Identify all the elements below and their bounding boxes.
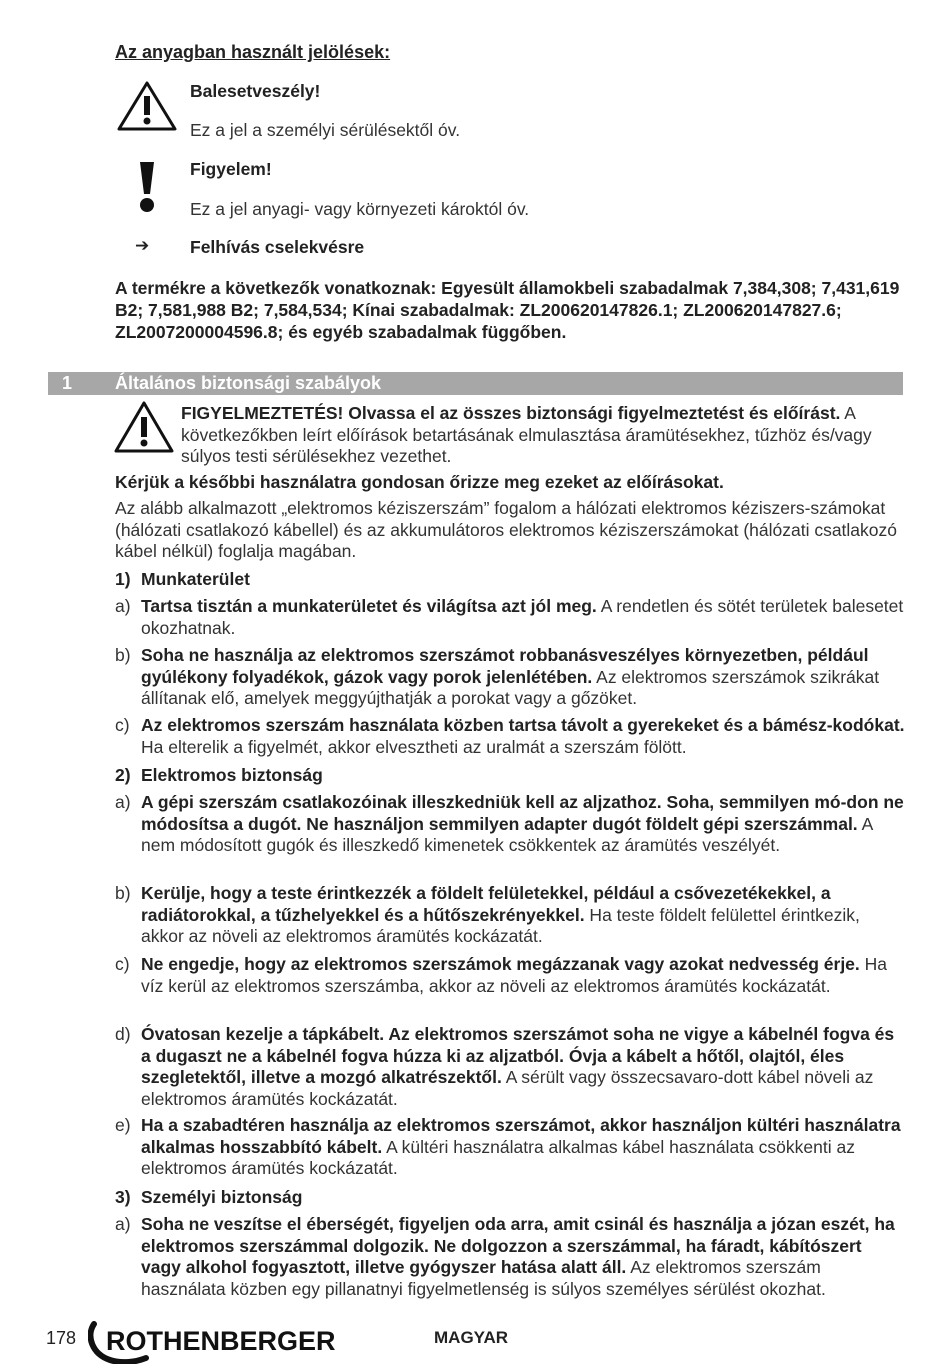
exclamation-icon [137, 160, 157, 214]
subsection-heading [115, 1187, 302, 1208]
item-letter: c) [115, 715, 130, 735]
action-title: Felhívás cselekvésre [190, 237, 365, 257]
item-bold: Ne engedje, hogy az elektromos szerszámok megázzanak vagy azokat nedvesség érje. [141, 954, 860, 974]
danger-title: Balesetveszély! [190, 81, 321, 101]
brand-name: ROTHENBERGER [106, 1326, 336, 1356]
danger-triangle-icon [116, 80, 178, 132]
language-label: MAGYAR [434, 1328, 508, 1347]
list-item [115, 1214, 905, 1300]
item-text: Ha elterelik a figyelmét, akkor elvesztheti az uralmát a szerszám fölött. [141, 736, 687, 757]
item-text: Az elektromos szerszám használata közben egy pillanatnyi figyelmetlenség is súlyos személyes sérülést okozhat. [141, 1257, 826, 1299]
warning-text: A következőkben leírt előírások betartásának elmulasztása áramütésekhez, tűzhöz és/vagy súlyos testi sérülésekhez vezethet. [181, 403, 872, 466]
item-letter: b) [115, 883, 131, 903]
item-text: Ha víz kerül az elektromos szerszámba, akkor az növeli az elektromos áramütés kockázatát. [141, 954, 888, 996]
list-item [115, 715, 905, 758]
subsection-number: 1) [115, 569, 131, 589]
subsection-heading [115, 569, 250, 590]
item-text: A nem módosított gugók és illeszkedő kimenetek csökkentek az áramütés veszélyét. [141, 813, 873, 855]
item-bold: Óvatosan kezelje a tápkábelt. Az elektromos szerszámot soha ne vigye a kábelnél fogva és a dugaszt ne a kábelnél fogva húzza ki az aljzatból. Óvja a kábelt a hőtől, olajtól, éles szegletektől, illetve a mozgó alkatrészektől. [141, 1024, 895, 1087]
list-item [115, 954, 905, 997]
item-letter: c) [115, 954, 130, 974]
arrow-icon: ➔ [135, 236, 150, 255]
danger-text: Ez a jel a személyi sérülésektől óv. [190, 120, 461, 140]
section-title: Általános biztonsági szabályok [115, 373, 382, 393]
item-letter: a) [115, 1214, 131, 1234]
page-number: 178 [46, 1328, 77, 1348]
list-item [115, 596, 905, 639]
item-letter: a) [115, 596, 131, 616]
item-text: Az elektromos szerszámok szikrákat állítanak elő, amelyek meggyújthatják a porokat vagy a gőzöket. [141, 666, 880, 708]
patent-note: A termékre a következők vonatkoznak: Egyesült államokbeli szabadalmak 7,384,308; 7,431,619 B2; 7,581,988 B2; 7,584,534; Kínai szabadalmak: ZL200620147826.1; ZL200620147827.6; ZL2007200004596.8; és egyéb szabadalmak függőben. [115, 278, 900, 342]
warning-triangle-icon [113, 400, 175, 454]
warning-bold: FIGYELMEZTETÉS! Olvassa el az összes biztonsági figyelmeztetést és előírást. [181, 403, 841, 423]
list-item [115, 645, 905, 710]
legend-heading: Az anyagban használt jelölések: [115, 42, 391, 62]
intro-text: Az alább alkalmazott „elektromos kéziszerszám” fogalom a hálózati elektromos kéziszers-számokat (hálózati csatlakozó kábellel) és az akkumulátoros elektromos kéziszerszámokat (hálózati csatlakozó kábel nélkül) foglalja magában. [115, 498, 898, 561]
item-letter: b) [115, 645, 131, 665]
item-bold: Soha ne használja az elektromos szerszámot robbanásveszélyes környezetben, például gyúlékony folyadékok, gázok vagy porok jelenlétében. [141, 645, 869, 687]
subsection-title: Munkaterület [141, 569, 250, 589]
warning-block [181, 403, 901, 468]
item-text: A kültéri használatra alkalmas kábel használata csökkenti az elektromos áramütés kockázatát. [141, 1136, 855, 1178]
list-item [115, 1115, 905, 1180]
item-text: A rendetlen és sötét területek balesetet okozhatnak. [141, 596, 904, 638]
subsection-heading [115, 765, 323, 786]
item-bold: A gépi szerszám csatlakozóinak illeszkedniük kell az aljzathoz. Soha, semmilyen mó-don ne módosítsa a dugót. Ne használjon semmilyen adapter dugót földelt gépi szerszámmal. [141, 792, 904, 834]
attention-text: Ez a jel anyagi- vagy környezeti károktól óv. [190, 199, 530, 219]
section-number: 1 [62, 373, 73, 393]
subsection-number: 3) [115, 1187, 131, 1207]
item-letter: a) [115, 792, 131, 812]
item-bold: Ha a szabadtéren használja az elektromos szerszámot, akkor használjon kültéri használatra alkalmas hosszabbító kábelt. [141, 1115, 901, 1157]
item-bold: Tartsa tisztán a munkaterületet és világítsa azt jól meg. [141, 596, 597, 616]
subsection-title: Elektromos biztonság [141, 765, 323, 785]
item-bold: Soha ne veszítse el éberségét, figyeljen oda arra, amit csinál és használja a józan eszét, ha elektromos szerszámmal dolgozik. Ne dolgozzon a szerszámmal, ha fáradt, kábítószert vagy alkohol fogyasztott, illetve gyógyszer hatása alatt áll. [141, 1214, 895, 1277]
item-letter: e) [115, 1115, 131, 1135]
list-item [115, 792, 905, 857]
item-letter: d) [115, 1024, 131, 1044]
brand-logo [88, 1320, 348, 1364]
attention-title: Figyelem! [190, 159, 272, 179]
subsection-title: Személyi biztonság [141, 1187, 303, 1207]
section-header [48, 372, 903, 395]
item-text: Ha teste földelt felülettel érintkezik, akkor az növeli az elektromos áramütés kockázatát. [141, 904, 860, 946]
list-item [115, 883, 905, 948]
subsection-number: 2) [115, 765, 131, 785]
list-item [115, 1024, 905, 1110]
item-bold: Az elektromos szerszám használata közben tartsa távolt a gyerekeket és a bámész-kodókat. [141, 715, 905, 735]
item-bold: Kerülje, hogy a teste érintkezzék a földelt felületekkel, például a csővezetékekkel, a radiátorokkal, a tűzhelyekkel és a hűtőszekrényekkel. [141, 883, 831, 925]
keep-note: Kérjük a későbbi használatra gondosan őrizze meg ezeket az előírásokat. [115, 472, 724, 492]
item-text: A sérült vagy összecsavaro-dott kábel növeli az elektromos áramütés kockázatát. [141, 1067, 874, 1109]
